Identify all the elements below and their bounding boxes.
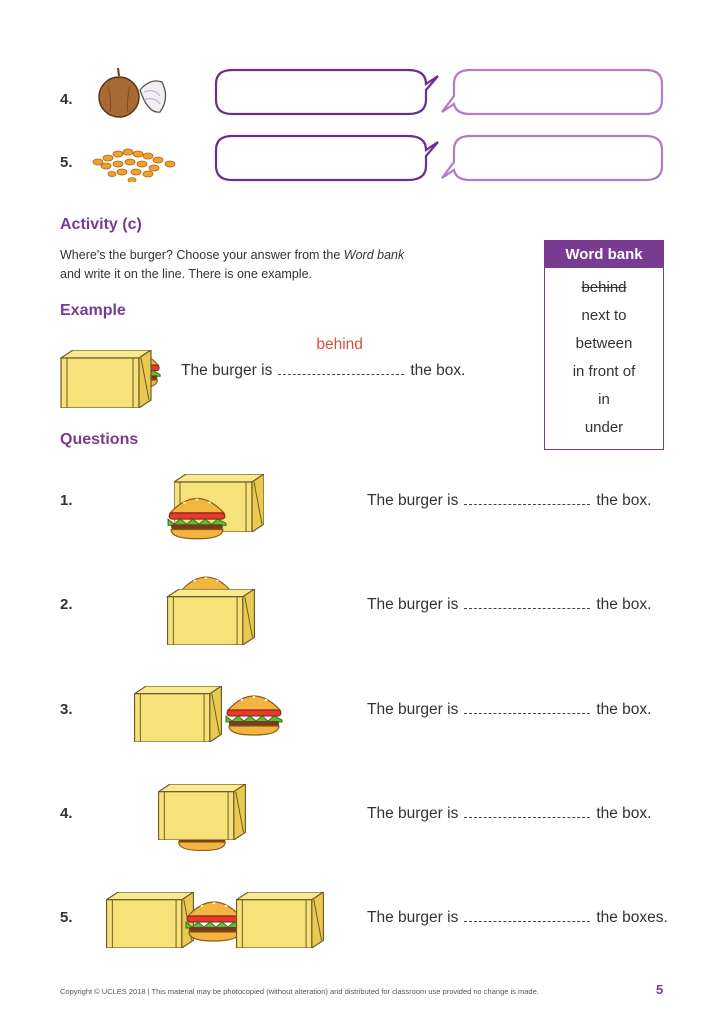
instruction-emphasis: Word bank xyxy=(343,248,405,262)
sentence-end: the box. xyxy=(596,805,652,822)
question-4-picture xyxy=(156,782,250,854)
item-number-5: 5. xyxy=(60,154,73,171)
activity-instructions xyxy=(60,246,480,284)
example-sentence xyxy=(181,336,466,380)
word-bank xyxy=(544,240,664,450)
question-sentence xyxy=(367,909,668,927)
answer-line[interactable] xyxy=(464,596,590,609)
example-answer: behind xyxy=(316,336,363,353)
question-number: 1. xyxy=(60,492,73,509)
word-bank-item: under xyxy=(584,419,624,436)
sentence-end: the box. xyxy=(596,701,652,718)
sentence-start: The burger is xyxy=(367,596,459,613)
answer-line xyxy=(278,336,404,375)
speech-bubble-3 xyxy=(212,134,440,184)
activity-title: Activity (c) xyxy=(60,216,142,233)
page-number: 5 xyxy=(656,982,664,997)
speech-bubble-2 xyxy=(440,68,668,118)
instruction-text-2: and write it on the line. There is one example. xyxy=(60,267,312,281)
onion-icon xyxy=(96,64,170,118)
question-sentence xyxy=(367,492,651,510)
answer-line[interactable] xyxy=(464,492,590,505)
sentence-end: the boxes. xyxy=(596,909,668,926)
sentence-end: the box. xyxy=(596,596,652,613)
sentence-end: the box. xyxy=(410,362,466,379)
question-sentence xyxy=(367,701,651,719)
question-3-picture xyxy=(132,684,288,744)
word-bank-item: in front of xyxy=(572,363,636,380)
sentence-start: The burger is xyxy=(367,492,459,509)
sentence-start: The burger is xyxy=(367,701,459,718)
item-number-4: 4. xyxy=(60,91,73,108)
answer-line[interactable] xyxy=(464,701,590,714)
example-picture xyxy=(60,344,164,410)
question-number: 3. xyxy=(60,701,73,718)
word-bank-item: next to xyxy=(581,307,627,324)
sentence-end: the box. xyxy=(596,492,652,509)
sentence-start: The burger is xyxy=(181,362,273,379)
question-number: 2. xyxy=(60,596,73,613)
answer-line[interactable] xyxy=(464,805,590,818)
example-heading: Example xyxy=(60,302,126,319)
copyright-notice: Copyright © UCLES 2018 | This material may be photocopied (without alteration) and distributed for classroom use provided no change is made. xyxy=(60,987,539,996)
sentence-start: The burger is xyxy=(367,909,459,926)
word-bank-title: Word bank xyxy=(545,241,663,268)
questions-heading: Questions xyxy=(60,431,139,448)
sentence-start: The burger is xyxy=(367,805,459,822)
question-number: 5. xyxy=(60,909,73,926)
word-bank-item: between xyxy=(575,335,633,352)
question-sentence xyxy=(367,596,651,614)
instruction-text-1: Where's the burger? Choose your answer from the xyxy=(60,248,344,262)
question-sentence xyxy=(367,805,651,823)
question-5-picture xyxy=(104,888,328,950)
word-bank-item: behind xyxy=(581,279,627,296)
question-2-picture xyxy=(164,567,258,647)
speech-bubble-4 xyxy=(440,134,668,184)
question-number: 4. xyxy=(60,805,73,822)
word-bank-item: in xyxy=(598,391,610,408)
answer-line[interactable] xyxy=(464,909,590,922)
question-1-picture xyxy=(164,472,268,544)
speech-bubble-1 xyxy=(212,68,440,118)
lentils-icon xyxy=(88,142,182,182)
